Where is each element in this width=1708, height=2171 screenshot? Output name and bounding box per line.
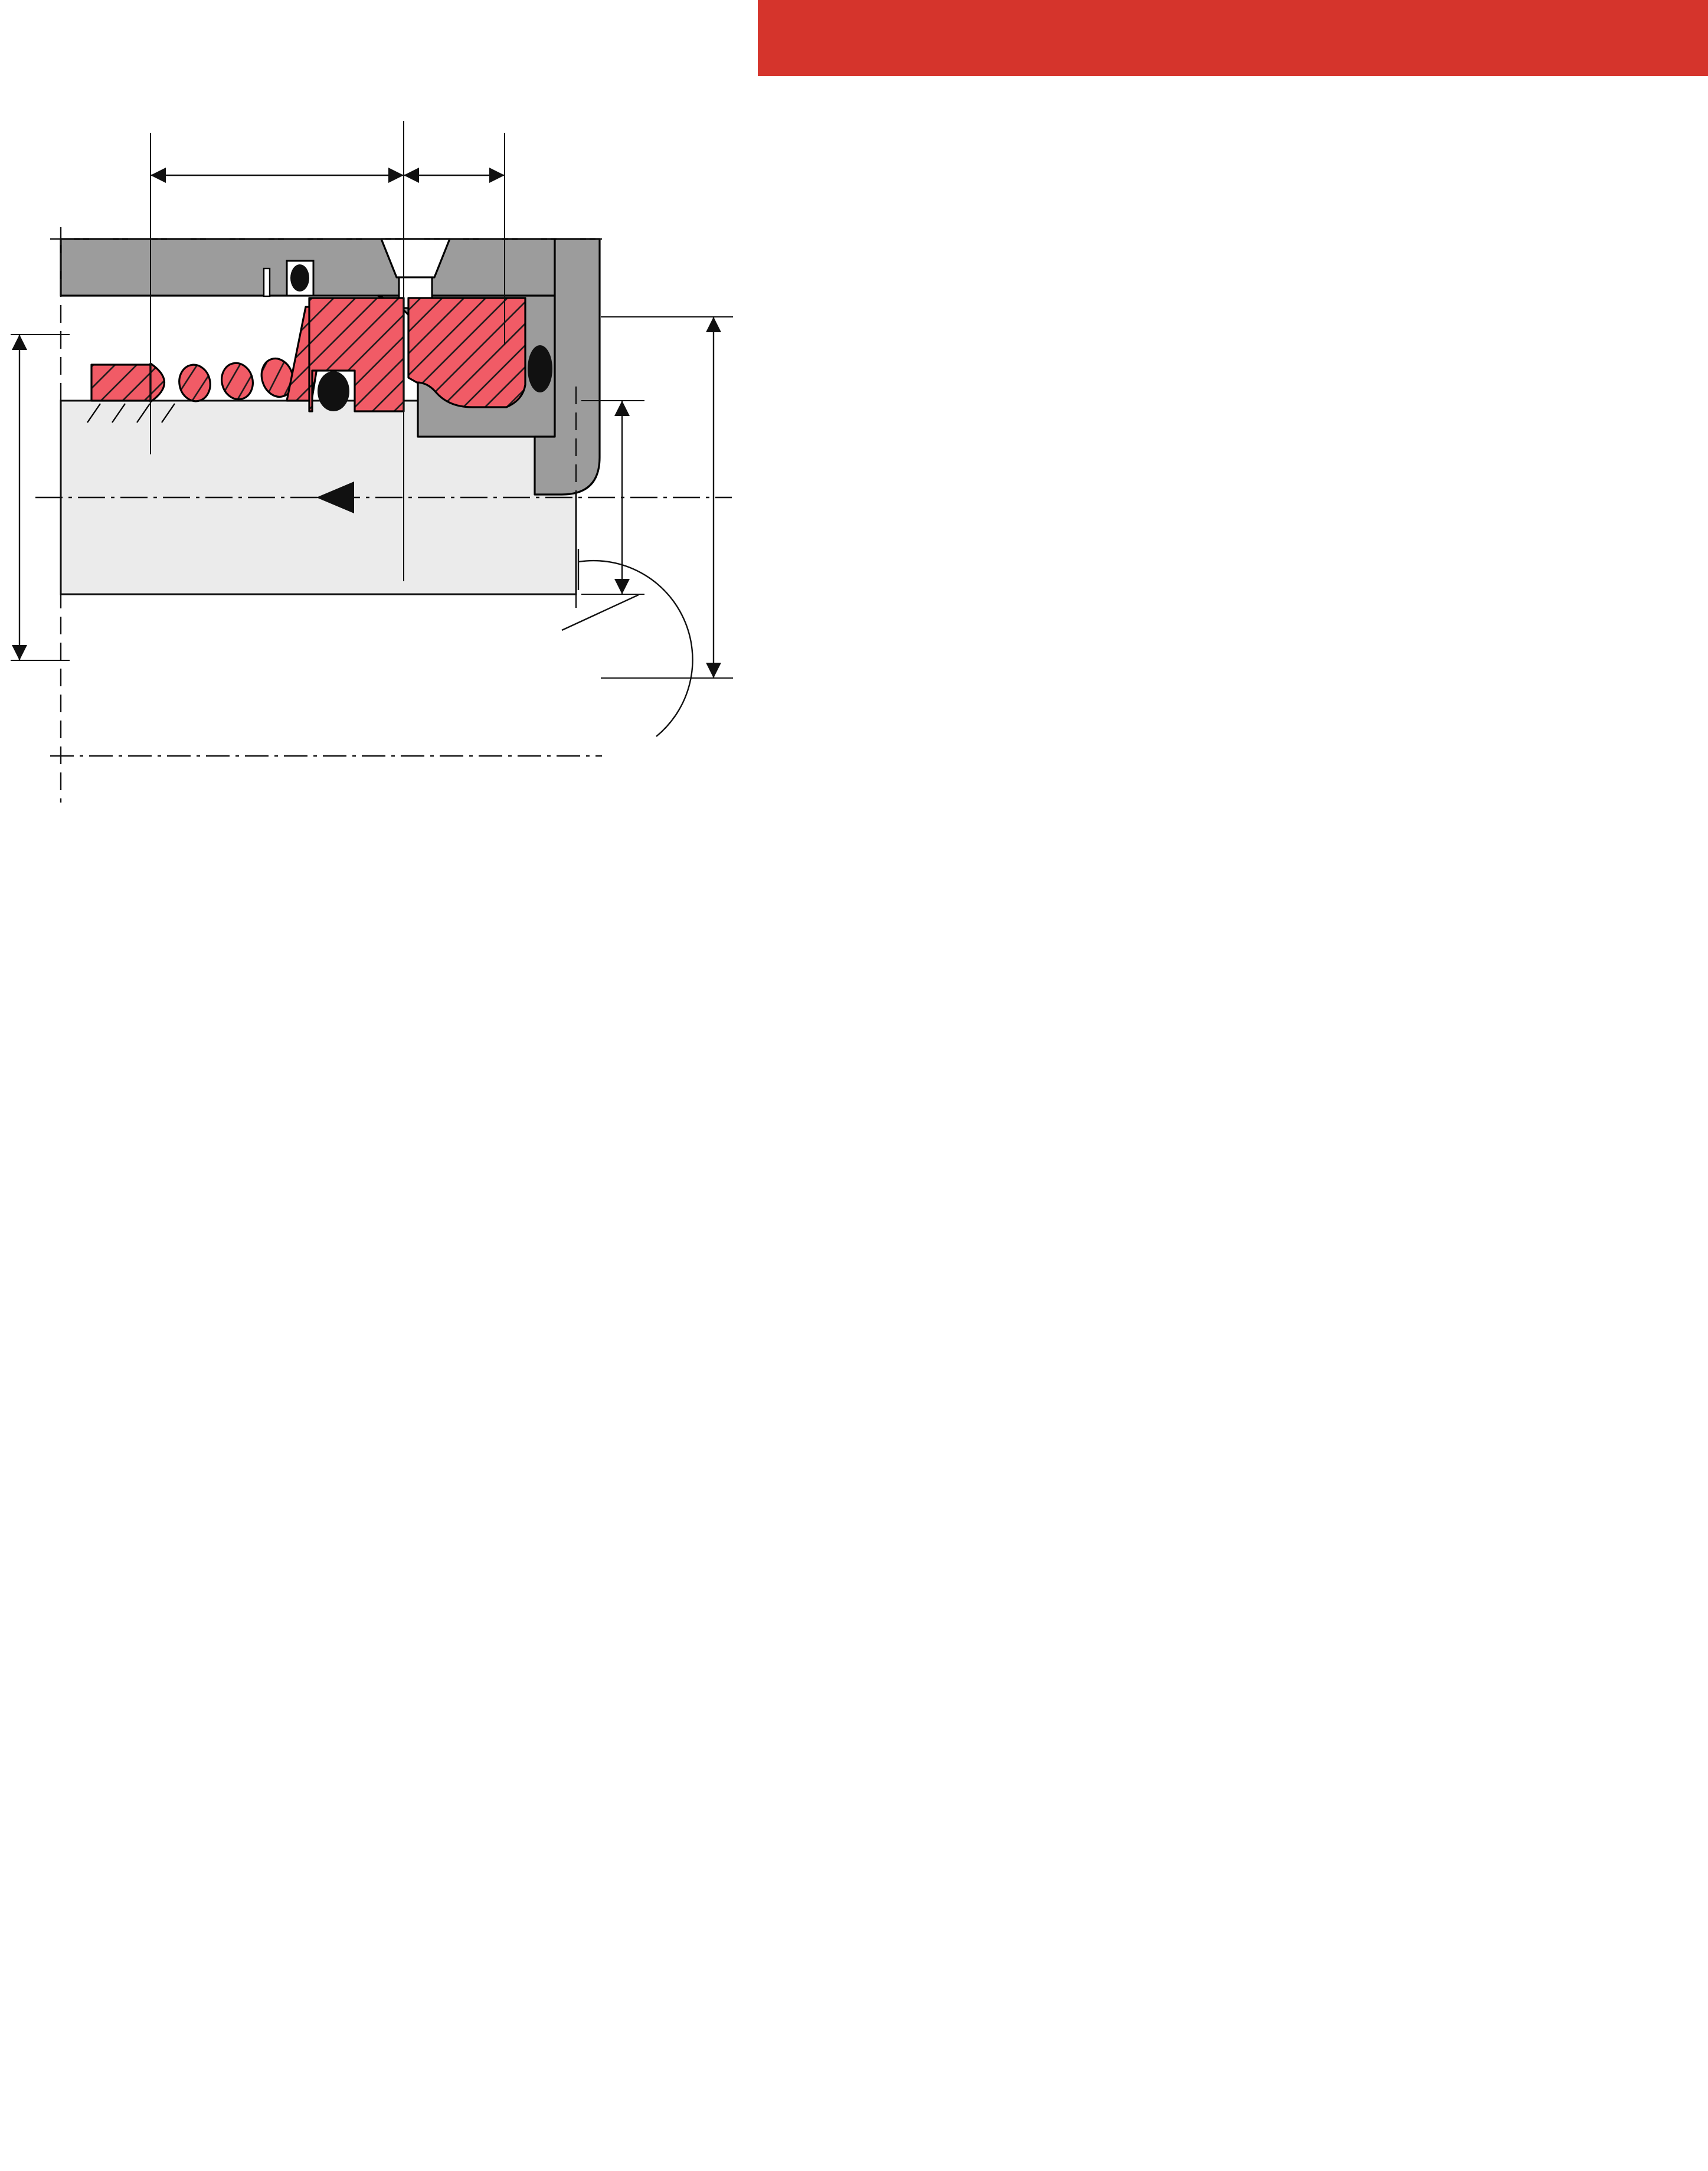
header-l4	[1594, 0, 1708, 76]
seal-cross-section-diagram	[0, 0, 738, 885]
oring-mid-icon	[318, 371, 349, 411]
header-size-spec	[758, 0, 1138, 76]
spec-table	[758, 0, 1708, 2171]
table-header	[758, 0, 1708, 76]
oring-large-icon	[528, 345, 552, 392]
oring-small-icon	[290, 264, 309, 292]
header-d1	[1138, 0, 1238, 76]
header-d3	[1238, 0, 1380, 76]
header-l3	[1499, 0, 1594, 76]
header-d7	[1380, 0, 1499, 76]
